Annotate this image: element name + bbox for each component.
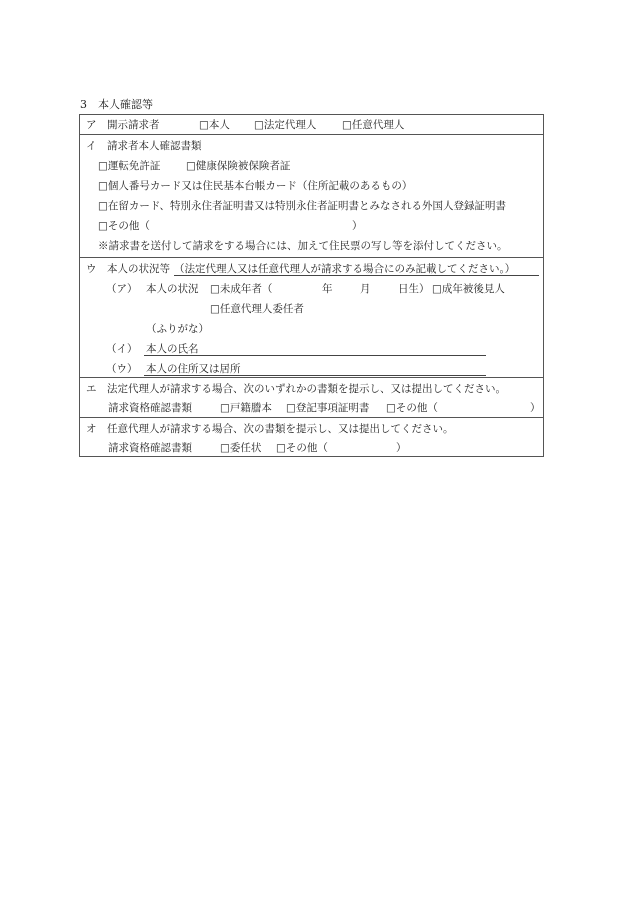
checkbox-other-document[interactable]: □その他（ [98,220,150,232]
row-requester-type [80,115,543,134]
row-identity-documents [80,134,543,258]
status-c-label: （ウ） [106,363,138,375]
birth-month-unit: 月 [360,283,371,295]
principal-address-field[interactable] [144,375,486,376]
status-a-label: （ア） [106,283,138,295]
furigana-label: （ふりがな） [146,323,209,335]
principal-status-note: （法定代理人又は任意代理人が請求する場合にのみ記載してください。） [174,263,516,275]
voluntary-other-close: ） [396,442,407,454]
status-b-label: （イ） [106,343,138,355]
checkbox-health-insurance[interactable]: □健康保険被保険者証 [186,160,291,172]
row-voluntary-agent-documents [80,417,543,457]
checkbox-adult-ward[interactable]: □成年被後見人 [432,283,505,295]
status-a-title: 本人の状況 [146,283,199,295]
legal-doc-label: 請求資格確認書類 [108,402,192,414]
other-document-close: ） [352,220,363,232]
voluntary-doc-label: 請求資格確認書類 [108,442,192,454]
row-principal-status [80,257,543,378]
principal-name-field[interactable] [144,355,486,356]
birth-day-unit: 日生） [398,283,430,295]
checkbox-family-register[interactable]: □戸籍謄本 [220,402,272,414]
checkbox-voluntary-principal[interactable]: □任意代理人委任者 [210,303,304,315]
checkbox-registry-certificate[interactable]: □登記事項証明書 [286,402,370,414]
section-title: 3 本人確認等 [80,98,153,111]
row-legal-agent-documents [80,377,543,418]
checkbox-voluntary-agent[interactable]: □任意代理人 [342,119,405,131]
checkbox-power-of-attorney[interactable]: □委任状 [220,442,262,454]
voluntary-agent-instruction: オ 任意代理人が請求する場合、次の書類を提示し、又は提出してください。 [86,423,454,435]
birth-year-unit: 年 [322,283,333,295]
checkbox-residence-card[interactable]: □在留カード、特別永住者証明書又は特別永住者証明書とみなされる外国人登録証明書 [98,200,506,212]
checkbox-drivers-license[interactable]: □運転免許証 [98,160,161,172]
checkbox-voluntary-other[interactable]: □その他（ [276,442,328,454]
principal-status-label: ウ 本人の状況等 [86,263,170,275]
identity-verification-form [79,114,544,457]
mail-note: ※請求書を送付して請求をする場合には、加えて住民票の写し等を添付してください。 [98,240,508,252]
note-underline [174,275,539,276]
checkbox-legal-agent[interactable]: □法定代理人 [254,119,317,131]
checkbox-self[interactable]: □本人 [199,119,230,131]
identity-documents-label: イ 請求者本人確認書類 [86,140,202,152]
requester-type-label: ア 開示請求者 [86,119,160,131]
legal-other-close: ） [530,402,541,414]
principal-name-label: 本人の氏名 [146,343,199,355]
checkbox-minor[interactable]: □未成年者（ [210,283,273,295]
checkbox-legal-other[interactable]: □その他（ [386,402,438,414]
checkbox-mynumber-card[interactable]: □個人番号カード又は住民基本台帳カード（住所記載のあるもの） [98,180,413,192]
principal-address-label: 本人の住所又は居所 [146,363,241,375]
legal-agent-instruction: エ 法定代理人が請求する場合、次のいずれかの書類を提示し、又は提出してください。 [86,383,506,395]
